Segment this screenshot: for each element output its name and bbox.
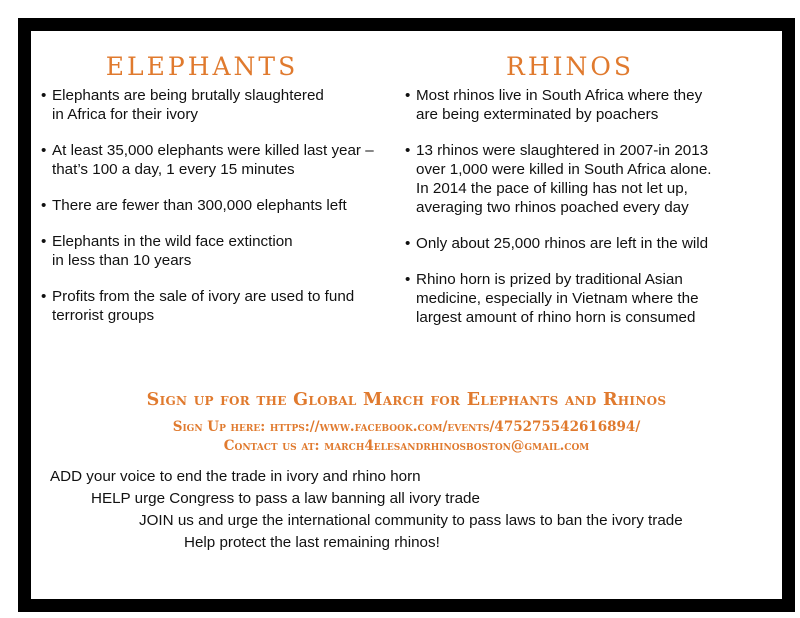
fact-line: are being exterminated by poachers [416,106,659,123]
list-item [41,196,401,215]
fact-line: averaging two rhinos poached every day [416,199,689,216]
fact-line: • At least 35,000 elephants were killed last year – [52,142,374,159]
fact-line: • Elephants are being brutally slaughtered [52,87,324,104]
fact-line: largest amount of rhino horn is consumed [416,309,696,326]
fact-line: • There are fewer than 300,000 elephants left [52,197,347,214]
list-item [41,232,401,270]
fact-line: • Elephants in the wild face extinction [52,233,293,250]
flyer [18,18,795,612]
fact-line: in Africa for their ivory [52,106,199,123]
cta-add-voice: ADD your voice to end the trade in ivory and rhino horn [50,468,421,485]
signup-link-line[interactable]: Sign Up here: https://www.facebook.com/events/475275542616894/ [172,419,641,435]
contact-email-line[interactable]: Contact us at: march4elesandrhinosboston@gmail.com [223,438,590,454]
list-item [405,86,765,124]
elephants-heading: ELEPHANTS [105,52,299,81]
fact-line: • 13 rhinos were slaughtered in 2007-in 2013 [416,142,709,159]
rhinos-facts-list [405,86,765,327]
fact-line: • Rhino horn is prized by traditional Asian [416,271,683,288]
signup-headline: Sign up for the Global March for Elephants and Rhinos [146,390,667,410]
fact-line: over 1,000 were killed in South Africa alone. [416,161,712,178]
fact-line: that’s 100 a day, 1 every 15 minutes [52,161,295,178]
list-item [405,141,765,217]
fact-line: • Profits from the sale of ivory are used to fund [52,288,355,305]
fact-line: terrorist groups [52,307,155,324]
cta-join-us: JOIN us and urge the international community to pass laws to ban the ivory trade [139,512,683,529]
fact-line: • Only about 25,000 rhinos are left in the wild [416,235,709,252]
fact-line: medicine, especially in Vietnam where the [416,290,699,307]
list-item [405,234,765,253]
cta-help-congress: HELP urge Congress to pass a law banning all ivory trade [91,490,480,507]
fact-line: • Most rhinos live in South Africa where they [416,87,703,104]
elephants-column [41,31,401,342]
cta-protect-rhinos: Help protect the last remaining rhinos! [184,534,440,551]
list-item [405,270,765,327]
list-item [41,86,401,124]
rhinos-column [405,31,765,344]
rhinos-heading: RHINOS [506,52,634,81]
list-item [41,141,401,179]
elephants-facts-list [41,86,401,325]
list-item [41,287,401,325]
fact-line: In 2014 the pace of killing has not let up, [416,180,688,197]
fact-line: in less than 10 years [52,252,192,269]
